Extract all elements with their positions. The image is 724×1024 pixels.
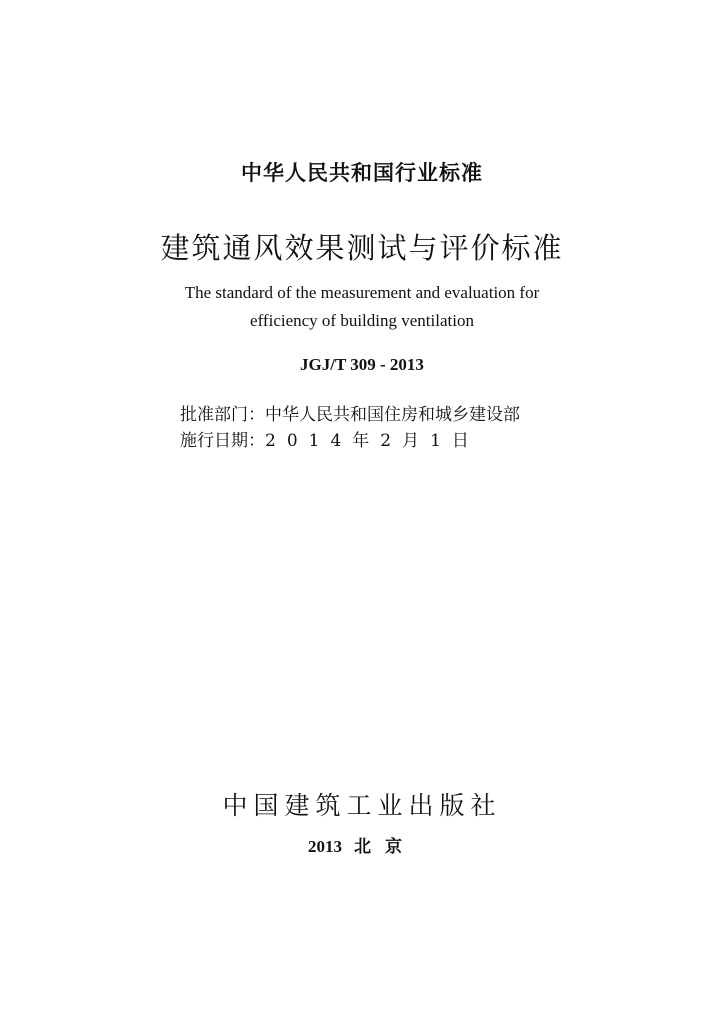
publisher: 中国建筑工业出版社 xyxy=(222,791,502,820)
title-english-line-2: efficiency of building ventilation xyxy=(250,311,474,330)
implementation-value: 2014年2月1日 xyxy=(265,431,480,451)
standard-category: 中华人民共和国行业标准 xyxy=(241,161,483,185)
standard-code: JGJ/T 309 - 2013 xyxy=(300,355,424,374)
publication-place xyxy=(0,832,724,857)
title-english-line-1: The standard of the measurement and evaluation for xyxy=(184,283,540,302)
implementation-label: 施行日期： xyxy=(180,431,265,451)
implementation-date xyxy=(180,426,480,451)
title-chinese: 建筑通风效果测试与评价标准 xyxy=(160,231,564,265)
publication-year: 2013 xyxy=(308,837,342,856)
approval-value: 中华人民共和国住房和城乡建设部 xyxy=(265,405,520,425)
approval-label: 批准部门： xyxy=(180,405,265,425)
publication-city: 北京 xyxy=(354,837,416,857)
approval-department xyxy=(180,400,520,425)
